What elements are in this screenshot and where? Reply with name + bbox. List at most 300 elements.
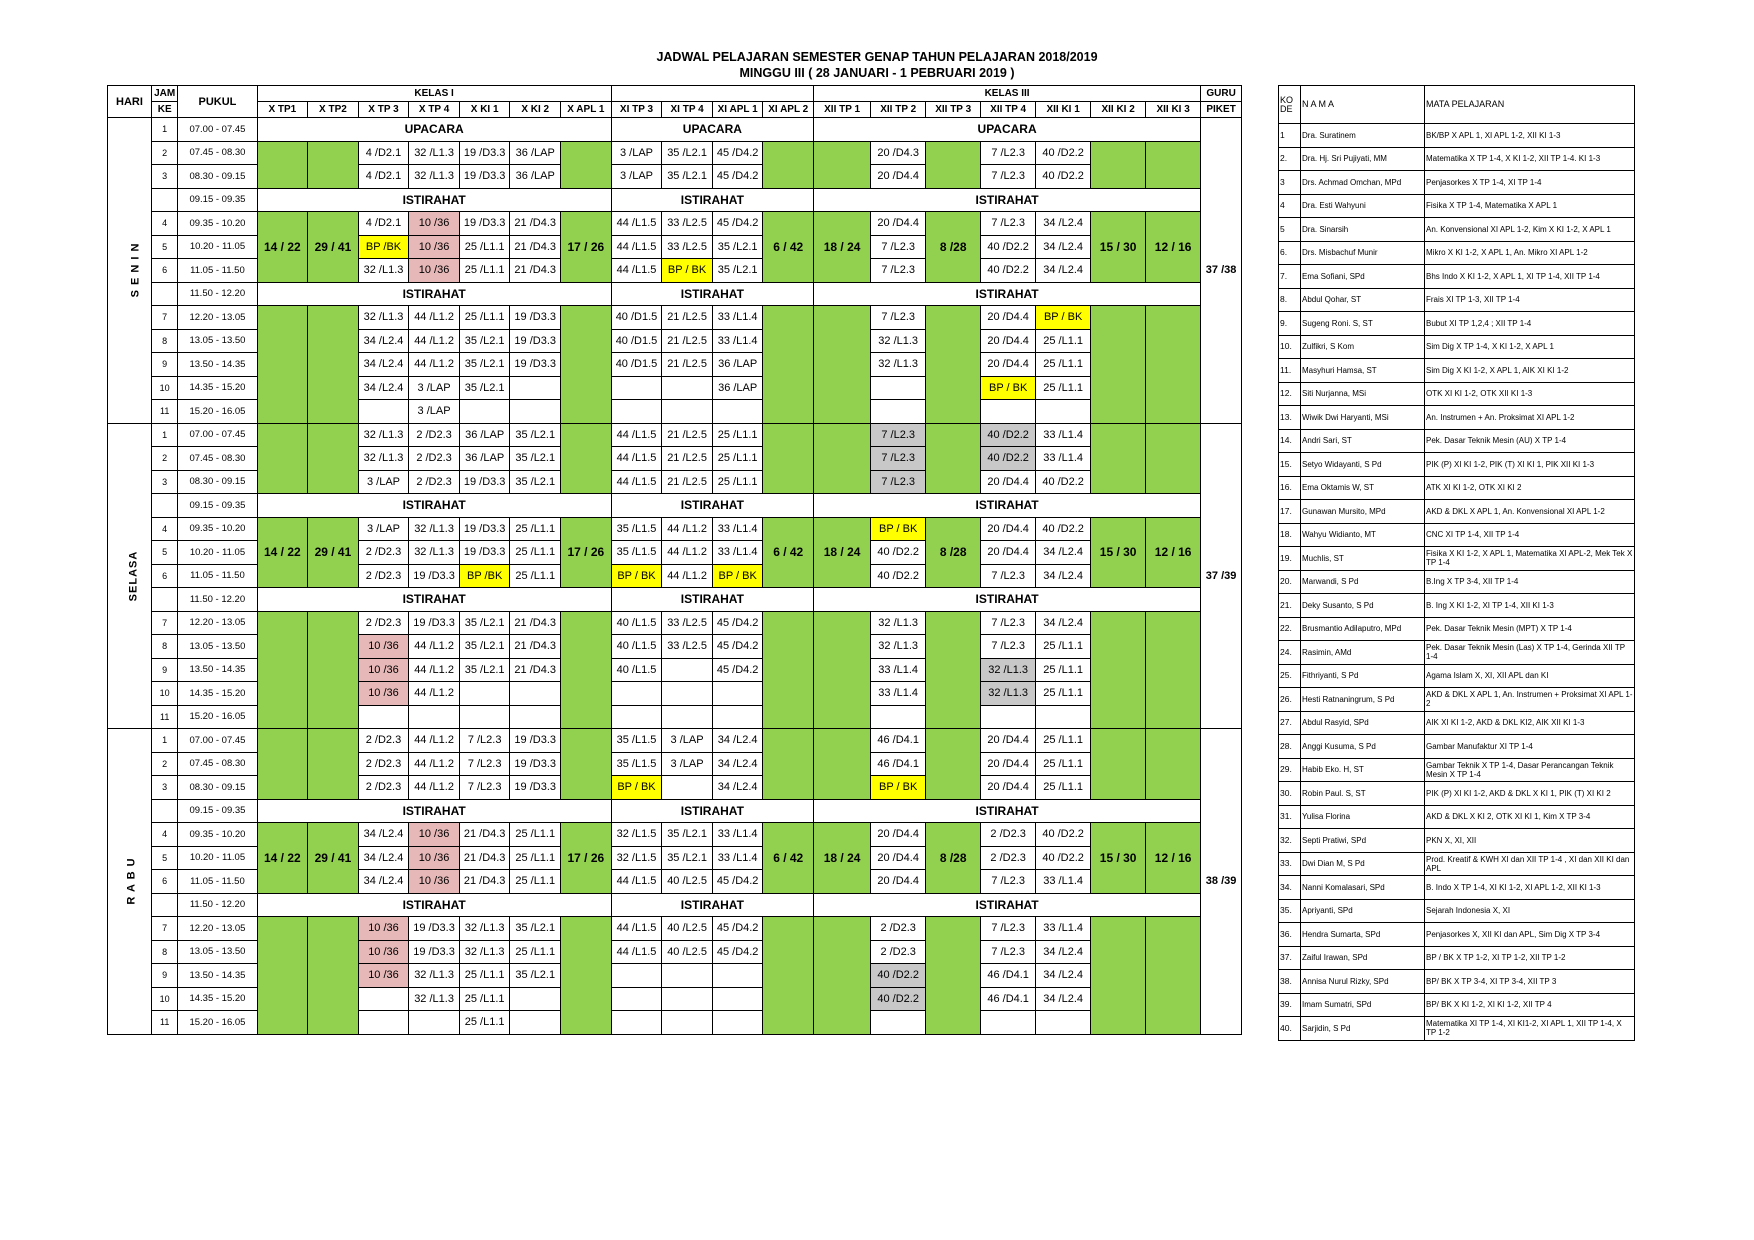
schedule-row <box>108 282 1242 306</box>
lesson-cell: 21 /D4.3 <box>510 611 561 635</box>
teacher-subject: AKD & DKL X APL 1, An. Konvensional XI APL 1-2 <box>1425 500 1635 524</box>
pukul: 12.20 - 13.05 <box>178 306 257 330</box>
lesson-cell: 7 /L2.3 <box>981 611 1036 635</box>
class-count: 29 / 41 <box>308 517 359 588</box>
lesson-cell: 20 /D4.4 <box>981 729 1036 753</box>
teacher-subject: ATK XI KI 1-2, OTK XI KI 2 <box>1425 476 1635 500</box>
lesson-cell: 3 /LAP <box>409 376 460 400</box>
lesson-cell: 10 /36 <box>409 823 460 847</box>
jam-ke <box>151 282 177 306</box>
lesson-cell: 33 /L1.4 <box>1036 917 1091 941</box>
schedule-row <box>108 917 1242 941</box>
teacher-subject: An. Konvensional XI APL 1-2, Kim X KI 1-2, X APL 1 <box>1425 218 1635 242</box>
lesson-cell: 45 /D4.2 <box>712 635 763 659</box>
class-block <box>561 306 612 424</box>
lesson-cell <box>510 987 561 1011</box>
jam-ke: 9 <box>151 353 177 377</box>
lesson-cell: BP / BK <box>611 776 662 800</box>
lesson-cell: 3 /LAP <box>409 400 460 424</box>
lesson-cell: 7 /L2.3 <box>459 752 510 776</box>
jam-ke: 8 <box>151 635 177 659</box>
class-header: XII TP 1 <box>814 102 871 118</box>
teacher-subject: BP/ BK X TP 3-4, XI TP 3-4, XII TP 3 <box>1425 970 1635 994</box>
lesson-cell <box>712 682 763 706</box>
lesson-cell: 40 /L1.5 <box>611 635 662 659</box>
lesson-cell: 25 /L1.1 <box>510 846 561 870</box>
teacher-row <box>1279 1017 1635 1041</box>
lesson-cell: 45 /D4.2 <box>712 141 763 165</box>
piket-cell: 37 /39 <box>1201 423 1242 729</box>
pukul: 07.00 - 07.45 <box>178 423 257 447</box>
lesson-cell: 40 /D2.2 <box>981 235 1036 259</box>
class-block <box>257 306 308 424</box>
class-block <box>926 423 981 494</box>
lesson-cell <box>409 1011 460 1035</box>
lesson-cell: 44 /L1.2 <box>409 353 460 377</box>
lesson-cell: 21 /D4.3 <box>459 870 510 894</box>
lesson-cell: 7 /L2.3 <box>871 235 926 259</box>
lesson-cell: 19 /D3.3 <box>409 564 460 588</box>
lesson-cell: 32 /L1.3 <box>409 987 460 1011</box>
lesson-cell <box>871 705 926 729</box>
teacher-code: 6. <box>1279 241 1301 265</box>
lesson-cell: 40 /L2.5 <box>662 940 713 964</box>
lesson-cell: 35 /L2.1 <box>459 353 510 377</box>
lesson-cell <box>712 400 763 424</box>
lesson-cell <box>611 987 662 1011</box>
header-row <box>108 102 1242 118</box>
lesson-cell <box>662 376 713 400</box>
lesson-cell: 10 /36 <box>358 635 409 659</box>
lesson-cell: 40 /D2.2 <box>1036 823 1091 847</box>
class-block <box>814 141 871 188</box>
teacher-subject: Fisika X KI 1-2, X APL 1, Matematika XI APL-2, Mek Tek X TP 1-4 <box>1425 547 1635 571</box>
lesson-cell: 32 /L1.3 <box>871 611 926 635</box>
lesson-cell: BP / BK <box>981 376 1036 400</box>
lesson-cell: 33 /L1.4 <box>1036 423 1091 447</box>
pukul: 09.15 - 09.35 <box>178 494 257 518</box>
jam-ke: 10 <box>151 987 177 1011</box>
lesson-cell: 21 /L2.5 <box>662 470 713 494</box>
lesson-cell: 44 /L1.2 <box>409 306 460 330</box>
teacher-row <box>1279 406 1635 430</box>
lesson-cell <box>611 1011 662 1035</box>
class-count: 15 / 30 <box>1091 517 1146 588</box>
header-pukul: PUKUL <box>178 86 257 118</box>
teacher-name: Deky Susanto, S Pd <box>1301 594 1425 618</box>
class-header: X TP1 <box>257 102 308 118</box>
pukul: 15.20 - 16.05 <box>178 400 257 424</box>
lesson-cell: 40 /D2.2 <box>871 541 926 565</box>
lesson-cell: 2 /D2.3 <box>871 917 926 941</box>
lesson-cell: 35 /L2.1 <box>662 823 713 847</box>
teacher-table <box>1278 85 1635 1041</box>
teacher-subject: Penjasorkes X, XII KI dan APL, Sim Dig X TP 3-4 <box>1425 923 1635 947</box>
class-block <box>814 729 871 800</box>
lesson-cell: 21 /L2.5 <box>662 447 713 471</box>
lesson-cell: 33 /L1.4 <box>871 658 926 682</box>
lesson-cell: 34 /L2.4 <box>1036 611 1091 635</box>
jam-ke: 5 <box>151 235 177 259</box>
class-header: X TP 4 <box>409 102 460 118</box>
lesson-cell: 10 /36 <box>409 212 460 236</box>
break-label: ISTIRAHAT <box>611 188 813 212</box>
header-ke: KE <box>151 102 177 118</box>
lesson-cell: 19 /D3.3 <box>459 165 510 189</box>
lesson-cell: 46 /D4.1 <box>871 752 926 776</box>
pukul: 10.20 - 11.05 <box>178 846 257 870</box>
pukul: 13.50 - 14.35 <box>178 353 257 377</box>
teacher-row <box>1279 876 1635 900</box>
lesson-cell: 21 /L2.5 <box>662 353 713 377</box>
teacher-name: Sarjidin, S Pd <box>1301 1017 1425 1041</box>
break-label: UPACARA <box>814 118 1201 142</box>
lesson-cell: 25 /L1.1 <box>1036 353 1091 377</box>
lesson-cell: 20 /D4.4 <box>981 776 1036 800</box>
class-block <box>257 423 308 494</box>
class-block <box>308 729 359 800</box>
teacher-subject: Frais XI TP 1-3, XII TP 1-4 <box>1425 288 1635 312</box>
lesson-cell: 25 /L1.1 <box>459 987 510 1011</box>
class-block <box>1146 141 1201 188</box>
lesson-cell: 2 /D2.3 <box>871 940 926 964</box>
lesson-cell: 45 /D4.2 <box>712 658 763 682</box>
teacher-subject: BP / BK X TP 1-2, XI TP 1-2, XII TP 1-2 <box>1425 946 1635 970</box>
class-block <box>1091 423 1146 494</box>
class-count: 14 / 22 <box>257 212 308 283</box>
jam-ke: 8 <box>151 940 177 964</box>
break-label: UPACARA <box>257 118 611 142</box>
header-row <box>108 86 1242 102</box>
lesson-cell: 2 /D2.3 <box>409 447 460 471</box>
lesson-cell: 21 /D4.3 <box>510 212 561 236</box>
class-block <box>814 306 871 424</box>
piket-cell: 37 /38 <box>1201 118 1242 424</box>
lesson-cell: 40 /D2.2 <box>1036 141 1091 165</box>
lesson-cell: 2 /D2.3 <box>358 611 409 635</box>
teacher-name: Hendra Sumarta, SPd <box>1301 923 1425 947</box>
lesson-cell: 20 /D4.4 <box>981 752 1036 776</box>
teacher-subject: BK/BP X APL 1, XI APL 1-2, XII KI 1-3 <box>1425 124 1635 148</box>
lesson-cell: 19 /D3.3 <box>409 940 460 964</box>
lesson-cell: 44 /L1.2 <box>662 541 713 565</box>
lesson-cell: 44 /L1.5 <box>611 940 662 964</box>
teacher-code: 11. <box>1279 359 1301 383</box>
lesson-cell: 34 /L2.4 <box>712 729 763 753</box>
class-block <box>926 306 981 424</box>
teacher-name: Drs. Misbachuf Munir <box>1301 241 1425 265</box>
class-block <box>257 917 308 1035</box>
lesson-cell: 35 /L2.1 <box>459 611 510 635</box>
class-header: XI APL 2 <box>763 102 814 118</box>
teacher-row <box>1279 312 1635 336</box>
class-header: X KI 1 <box>459 102 510 118</box>
teacher-code: 32. <box>1279 829 1301 853</box>
lesson-cell: 7 /L2.3 <box>871 423 926 447</box>
lesson-cell: 40 /L1.5 <box>611 658 662 682</box>
header-kode: KO DE <box>1279 86 1301 124</box>
teacher-code: 26. <box>1279 688 1301 712</box>
lesson-cell: 35 /L2.1 <box>712 259 763 283</box>
lesson-cell: 35 /L2.1 <box>510 447 561 471</box>
pukul: 11.05 - 11.50 <box>178 870 257 894</box>
teacher-name: Marwandi, S Pd <box>1301 570 1425 594</box>
teacher-row <box>1279 124 1635 148</box>
lesson-cell <box>712 964 763 988</box>
schedule-row <box>108 141 1242 165</box>
jam-ke <box>151 188 177 212</box>
lesson-cell <box>712 705 763 729</box>
lesson-cell: 32 /L1.3 <box>409 517 460 541</box>
lesson-cell: 44 /L1.2 <box>662 564 713 588</box>
lesson-cell: 34 /L2.4 <box>1036 987 1091 1011</box>
teacher-name: Rasimin, AMd <box>1301 641 1425 665</box>
jam-ke <box>151 494 177 518</box>
teacher-code: 3 <box>1279 171 1301 195</box>
lesson-cell: 32 /L1.3 <box>459 917 510 941</box>
header-jam: JAM <box>151 86 177 102</box>
schedule-row <box>108 423 1242 447</box>
lesson-cell: 32 /L1.3 <box>358 306 409 330</box>
teacher-subject: B. Ing X KI 1-2, XI TP 1-4, XII KI 1-3 <box>1425 594 1635 618</box>
lesson-cell: 40 /D2.2 <box>1036 517 1091 541</box>
lesson-cell: 44 /L1.5 <box>611 235 662 259</box>
teacher-code: 24. <box>1279 641 1301 665</box>
class-header: XII KI 2 <box>1091 102 1146 118</box>
teacher-row <box>1279 993 1635 1017</box>
teacher-subject: CNC XI TP 1-4, XII TP 1-4 <box>1425 523 1635 547</box>
lesson-cell: 21 /D4.3 <box>510 235 561 259</box>
class-block <box>1091 141 1146 188</box>
lesson-cell: 25 /L1.1 <box>510 517 561 541</box>
teacher-subject: PIK (P) XI KI 1-2, PIK (T) XI KI 1, PIK XII KI 1-3 <box>1425 453 1635 477</box>
teacher-row <box>1279 218 1635 242</box>
pukul: 13.05 - 13.50 <box>178 635 257 659</box>
teacher-code: 12. <box>1279 382 1301 406</box>
jam-ke: 10 <box>151 682 177 706</box>
class-block <box>926 611 981 729</box>
lesson-cell: BP /BK <box>358 235 409 259</box>
lesson-cell: 45 /D4.2 <box>712 917 763 941</box>
class-count: 18 / 24 <box>814 823 871 894</box>
lesson-cell: 44 /L1.2 <box>409 729 460 753</box>
lesson-cell <box>981 705 1036 729</box>
lesson-cell: 4 /D2.1 <box>358 212 409 236</box>
header-hari: HARI <box>108 86 152 118</box>
teacher-code: 14. <box>1279 429 1301 453</box>
jam-ke: 9 <box>151 964 177 988</box>
teacher-subject: Mikro X KI 1-2, X APL 1, An. Mikro XI APL 1-2 <box>1425 241 1635 265</box>
lesson-cell: 10 /36 <box>358 940 409 964</box>
class-count: 8 /28 <box>926 212 981 283</box>
lesson-cell: 40 /L2.5 <box>662 917 713 941</box>
break-label: ISTIRAHAT <box>257 588 611 612</box>
lesson-cell: 32 /L1.5 <box>611 846 662 870</box>
lesson-cell: 35 /L2.1 <box>459 329 510 353</box>
lesson-cell: 19 /D3.3 <box>510 329 561 353</box>
teacher-row <box>1279 241 1635 265</box>
class-block <box>257 611 308 729</box>
teacher-name: Gunawan Mursito, MPd <box>1301 500 1425 524</box>
lesson-cell: 35 /L2.1 <box>510 470 561 494</box>
break-label: ISTIRAHAT <box>257 494 611 518</box>
lesson-cell: 33 /L1.4 <box>712 846 763 870</box>
lesson-cell: 35 /L2.1 <box>662 141 713 165</box>
teacher-subject: Bhs Indo X KI 1-2, X APL 1, XI TP 1-4, XII TP 1-4 <box>1425 265 1635 289</box>
lesson-cell: 25 /L1.1 <box>1036 729 1091 753</box>
lesson-cell: 20 /D4.4 <box>981 470 1036 494</box>
lesson-cell: 36 /LAP <box>459 447 510 471</box>
class-block <box>1091 611 1146 729</box>
lesson-cell: 40 /D2.2 <box>871 564 926 588</box>
class-header: XI TP 3 <box>611 102 662 118</box>
class-block <box>763 306 814 424</box>
class-header: XII TP 4 <box>981 102 1036 118</box>
teacher-row <box>1279 829 1635 853</box>
lesson-cell: 35 /L2.1 <box>459 658 510 682</box>
lesson-cell <box>1036 400 1091 424</box>
lesson-cell: 19 /D3.3 <box>459 541 510 565</box>
lesson-cell: 44 /L1.5 <box>611 447 662 471</box>
class-block <box>257 729 308 800</box>
pukul: 14.35 - 15.20 <box>178 376 257 400</box>
lesson-cell: 34 /L2.4 <box>358 823 409 847</box>
lesson-cell: 21 /L2.5 <box>662 306 713 330</box>
teacher-row <box>1279 453 1635 477</box>
lesson-cell: 32 /L1.3 <box>871 635 926 659</box>
teacher-name: Drs. Achmad Omchan, MPd <box>1301 171 1425 195</box>
teacher-subject: An. Instrumen + An. Proksimat XI APL 1-2 <box>1425 406 1635 430</box>
lesson-cell: 7 /L2.3 <box>871 306 926 330</box>
lesson-cell: 19 /D3.3 <box>510 752 561 776</box>
teacher-code: 18. <box>1279 523 1301 547</box>
teacher-code: 21. <box>1279 594 1301 618</box>
lesson-cell: 33 /L1.4 <box>712 823 763 847</box>
day-name: R A B U <box>125 857 138 905</box>
lesson-cell: 45 /D4.2 <box>712 212 763 236</box>
break-label: ISTIRAHAT <box>257 282 611 306</box>
pukul: 07.45 - 08.30 <box>178 141 257 165</box>
lesson-cell: 40 /L2.5 <box>662 870 713 894</box>
pukul: 07.45 - 08.30 <box>178 447 257 471</box>
class-header: X TP 3 <box>358 102 409 118</box>
lesson-cell: 32 /L1.3 <box>871 329 926 353</box>
lesson-cell: 32 /L1.3 <box>358 423 409 447</box>
lesson-cell: 2 /D2.3 <box>358 729 409 753</box>
schedule-row <box>108 729 1242 753</box>
teacher-code: 27. <box>1279 711 1301 735</box>
class-block <box>763 141 814 188</box>
teacher-subject: B.Ing X TP 3-4, XII TP 1-4 <box>1425 570 1635 594</box>
lesson-cell: 36 /LAP <box>459 423 510 447</box>
lesson-cell: 25 /L1.1 <box>1036 658 1091 682</box>
lesson-cell: 34 /L2.4 <box>1036 564 1091 588</box>
lesson-cell: 7 /L2.3 <box>981 917 1036 941</box>
jam-ke: 3 <box>151 470 177 494</box>
teacher-row <box>1279 288 1635 312</box>
jam-ke: 4 <box>151 212 177 236</box>
lesson-cell: BP / BK <box>871 776 926 800</box>
class-header: XI APL 1 <box>712 102 763 118</box>
lesson-cell: 2 /D2.3 <box>358 541 409 565</box>
lesson-cell: 25 /L1.1 <box>510 940 561 964</box>
teacher-row <box>1279 594 1635 618</box>
lesson-cell: BP / BK <box>1036 306 1091 330</box>
lesson-cell: 40 /D1.5 <box>611 306 662 330</box>
teacher-name: Abdul Rasyid, SPd <box>1301 711 1425 735</box>
jam-ke: 4 <box>151 823 177 847</box>
lesson-cell: 34 /L2.4 <box>1036 259 1091 283</box>
lesson-cell: 20 /D4.4 <box>981 329 1036 353</box>
pukul: 11.50 - 12.20 <box>178 282 257 306</box>
lesson-cell: 34 /L2.4 <box>358 846 409 870</box>
break-label: ISTIRAHAT <box>814 188 1201 212</box>
lesson-cell: 34 /L2.4 <box>1036 964 1091 988</box>
teacher-row <box>1279 688 1635 712</box>
teacher-code: 10. <box>1279 335 1301 359</box>
teacher-subject: Agama Islam X, XI, XII APL dan KI <box>1425 664 1635 688</box>
jam-ke: 10 <box>151 376 177 400</box>
lesson-cell: 7 /L2.3 <box>459 776 510 800</box>
teacher-subject: Fisika X TP 1-4, Matematika X APL 1 <box>1425 194 1635 218</box>
lesson-cell: 40 /D2.2 <box>1036 470 1091 494</box>
class-block <box>1146 917 1201 1035</box>
lesson-cell: 21 /D4.3 <box>510 635 561 659</box>
lesson-cell: 44 /L1.5 <box>611 212 662 236</box>
lesson-cell: 36 /LAP <box>712 353 763 377</box>
lesson-cell: 34 /L2.4 <box>1036 235 1091 259</box>
lesson-cell: 10 /36 <box>409 235 460 259</box>
class-block <box>561 423 612 494</box>
teacher-name: Dra. Suratinem <box>1301 124 1425 148</box>
class-header: X KI 2 <box>510 102 561 118</box>
jam-ke: 4 <box>151 517 177 541</box>
lesson-cell: 3 /LAP <box>662 729 713 753</box>
lesson-cell <box>662 682 713 706</box>
teacher-header-row <box>1279 86 1635 124</box>
lesson-cell: 44 /L1.2 <box>409 635 460 659</box>
schedule-row <box>108 799 1242 823</box>
lesson-cell: 40 /D2.2 <box>1036 846 1091 870</box>
pukul: 12.20 - 13.05 <box>178 917 257 941</box>
teacher-code: 20. <box>1279 570 1301 594</box>
class-block <box>1091 917 1146 1035</box>
pukul: 15.20 - 16.05 <box>178 1011 257 1035</box>
teacher-subject: OTK XI KI 1-2, OTK XII KI 1-3 <box>1425 382 1635 406</box>
pukul: 13.50 - 14.35 <box>178 658 257 682</box>
teacher-row <box>1279 664 1635 688</box>
teacher-row <box>1279 171 1635 195</box>
lesson-cell: 35 /L1.5 <box>611 729 662 753</box>
teacher-code: 37. <box>1279 946 1301 970</box>
teacher-row <box>1279 970 1635 994</box>
lesson-cell: 35 /L2.1 <box>510 964 561 988</box>
teacher-subject: Prod. Kreatif & KWH XI dan XII TP 1-4 , XI dan XII KI dan APL <box>1425 852 1635 876</box>
teacher-row <box>1279 711 1635 735</box>
lesson-cell: 33 /L2.5 <box>662 635 713 659</box>
lesson-cell: BP / BK <box>611 564 662 588</box>
class-block <box>1146 729 1201 800</box>
lesson-cell: 33 /L2.5 <box>662 235 713 259</box>
lesson-cell: 40 /D2.2 <box>871 987 926 1011</box>
jam-ke: 9 <box>151 658 177 682</box>
lesson-cell: 20 /D4.4 <box>871 846 926 870</box>
teacher-subject: BP/ BK X KI 1-2, XI KI 1-2, XII TP 4 <box>1425 993 1635 1017</box>
teacher-row <box>1279 382 1635 406</box>
pukul: 08.30 - 09.15 <box>178 470 257 494</box>
jam-ke <box>151 588 177 612</box>
class-count: 29 / 41 <box>308 212 359 283</box>
